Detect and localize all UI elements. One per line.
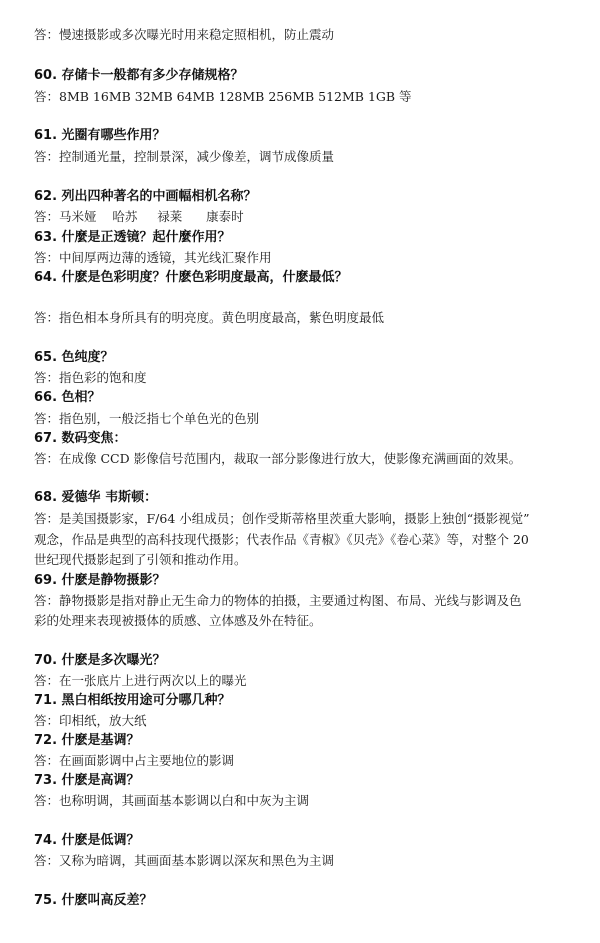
answer-59: 答：慢速摄影或多次曝光时用来稳定照相机，防止震动 bbox=[34, 27, 335, 42]
answer-68-line-3: 世纪现代摄影起到了引领和推动作用。 bbox=[34, 552, 247, 567]
question-66: 66. 色相？ bbox=[34, 390, 101, 405]
question-72: 72. 什麽是基调？ bbox=[34, 733, 140, 748]
answer-64: 答：指色相本身所具有的明亮度。黄色明度最高，紫色明度最低 bbox=[34, 310, 385, 325]
question-62: 62. 列出四种著名的中画幅相机名称？ bbox=[34, 189, 257, 204]
answer-63: 答：中间厚两边薄的透镜，其光线汇聚作用 bbox=[34, 250, 272, 265]
answer-60: 答：8MB 16MB 32MB 64MB 128MB 256MB 512MB 1GB 等 bbox=[34, 89, 412, 104]
question-73: 73. 什麽是高调？ bbox=[34, 773, 140, 788]
answer-69-line-2: 彩的处理来表现被摄体的质感、立体感及外在特征。 bbox=[34, 613, 322, 628]
answer-65: 答：指色彩的饱和度 bbox=[34, 370, 147, 385]
answer-62: 答：马米娅 哈苏 禄莱 康泰时 bbox=[34, 209, 244, 224]
question-64: 64. 什麽是色彩明度？什麽色彩明度最高，什麽最低？ bbox=[34, 270, 348, 285]
answer-61: 答：控制通光量，控制景深，减少像差，调节成像质量 bbox=[34, 149, 335, 164]
question-67: 67. 数码变焦： bbox=[34, 431, 127, 446]
question-70: 70. 什麽是多次曝光？ bbox=[34, 653, 166, 668]
question-60: 60. 存储卡一般都有多少存储规格？ bbox=[34, 68, 244, 83]
question-74: 74. 什麽是低调？ bbox=[34, 833, 140, 848]
answer-73: 答：也称明调，其画面基本影调以白和中灰为主调 bbox=[34, 793, 310, 808]
question-75: 75. 什麽叫高反差？ bbox=[34, 893, 153, 908]
answer-67: 答：在成像 CCD 影像信号范围内，裁取一部分影像进行放大，使影像充满画面的效果。 bbox=[34, 451, 522, 466]
question-68: 68. 爱德华 韦斯顿： bbox=[34, 490, 158, 505]
answer-72: 答：在画面影调中占主要地位的影调 bbox=[34, 753, 235, 768]
question-69: 69. 什麽是静物摄影？ bbox=[34, 573, 166, 588]
question-65: 65. 色纯度？ bbox=[34, 350, 114, 365]
answer-69-line-1: 答：静物摄影是指对静止无生命力的物体的拍摄，主要通过构图、布局、光线与影调及色 bbox=[34, 593, 522, 608]
answer-66: 答：指色别，一般泛指七个单色光的色别 bbox=[34, 411, 260, 426]
question-63: 63. 什麼是正透镜？起什麼作用？ bbox=[34, 230, 231, 245]
answer-70: 答：在一张底片上进行两次以上的曝光 bbox=[34, 673, 247, 688]
question-61: 61. 光圈有哪些作用？ bbox=[34, 128, 166, 143]
answer-68-line-2: 观念，作品是典型的高科技现代摄影；代表作品《青椒》《贝壳》《卷心菜》等，对整个 20 bbox=[34, 532, 529, 547]
answer-68-line-1: 答：是美国摄影家，F/64 小组成员；创作受斯蒂格里茨重大影响，摄影上独创“摄影视觉” bbox=[34, 511, 530, 526]
answer-71: 答：印相纸，放大纸 bbox=[34, 713, 147, 728]
answer-74: 答：又称为暗调，其画面基本影调以深灰和黑色为主调 bbox=[34, 853, 335, 868]
question-71: 71. 黑白相纸按用途可分哪几种？ bbox=[34, 693, 231, 708]
